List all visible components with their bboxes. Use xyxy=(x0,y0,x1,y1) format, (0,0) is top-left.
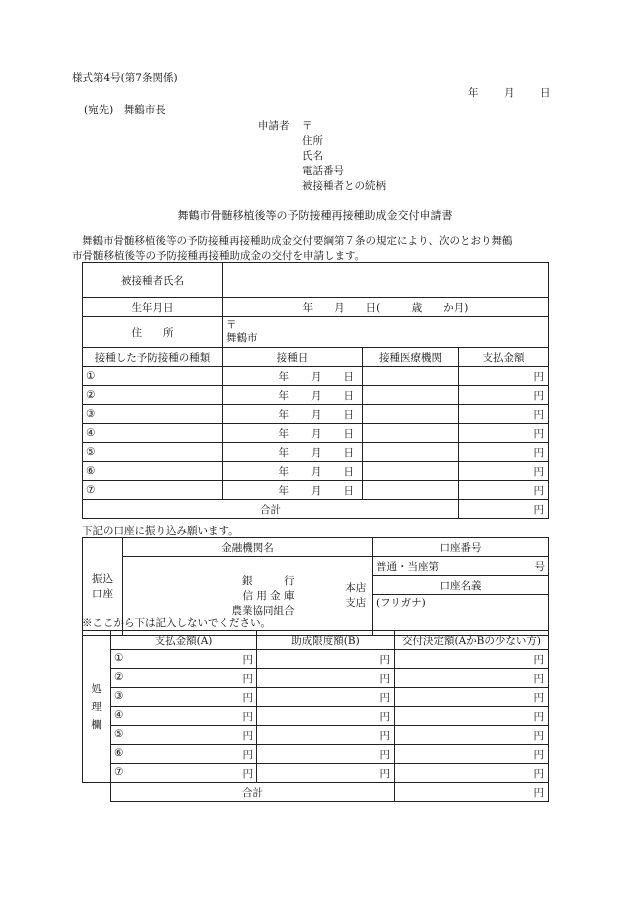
proc-row-5-b: 円 xyxy=(257,726,395,745)
account-number-header: 口座番号 xyxy=(373,538,549,557)
vaccine-row xyxy=(83,367,549,386)
vaccine-amount-field[interactable]: 円 xyxy=(459,405,549,424)
vaccine-date-field[interactable] xyxy=(223,481,363,500)
proc-row-2-b: 円 xyxy=(257,669,395,688)
vaccine-row-number[interactable]: ⑤ xyxy=(83,443,223,462)
address-field[interactable] xyxy=(223,317,549,348)
applicant-info-table xyxy=(82,262,549,519)
vaccine-clinic-field[interactable] xyxy=(363,424,459,443)
institution-header: 金融機関名 xyxy=(123,538,373,557)
vaccine-clinic-field[interactable] xyxy=(363,386,459,405)
date-day: 日 xyxy=(540,87,551,99)
vaccine-clinic-field[interactable] xyxy=(363,443,459,462)
account-holder-header: 口座名義 xyxy=(373,576,549,595)
vaccine-amount-field[interactable]: 円 xyxy=(459,367,549,386)
vaccine-date-field[interactable] xyxy=(223,462,363,481)
proc-row-4-b: 円 xyxy=(257,707,395,726)
vaccine-row xyxy=(83,386,549,405)
proc-row-6-a: ⑥ 円 xyxy=(111,745,257,764)
furigana-label: (フリガナ) xyxy=(376,597,426,609)
proc-row-4-c: 円 xyxy=(395,707,549,726)
vaccine-day: 日 xyxy=(343,389,354,402)
vaccine-clinic-header: 接種医療機関 xyxy=(363,348,459,367)
vaccine-year: 年 xyxy=(278,484,289,497)
vaccine-amount-field[interactable]: 円 xyxy=(459,424,549,443)
vaccine-date-header: 接種日 xyxy=(223,348,363,367)
vaccine-year: 年 xyxy=(278,408,289,421)
processing-table xyxy=(82,630,549,802)
proc-header-limit: 助成限度額(B) xyxy=(257,631,395,650)
head-office-label: 本店 xyxy=(345,582,367,594)
intro-line-2: 市骨髄移植後等の予防接種再接種助成金の交付を申請します。 xyxy=(72,250,366,262)
date-month: 月 xyxy=(504,87,515,99)
proc-row-1-a: ① 円 xyxy=(111,650,257,669)
vaccine-clinic-field[interactable] xyxy=(363,462,459,481)
vaccine-row-number[interactable]: ③ xyxy=(83,405,223,424)
branch-label: 支店 xyxy=(345,597,367,609)
form-number: 様式第4号(第7条関係) xyxy=(72,72,178,84)
proc-row-4-a: ④ 円 xyxy=(111,707,257,726)
vaccine-day: 日 xyxy=(343,408,354,421)
vaccine-row-number[interactable]: ④ xyxy=(83,424,223,443)
account-go: 号 xyxy=(534,560,546,573)
vaccine-row xyxy=(83,462,549,481)
vaccine-day: 日 xyxy=(343,465,354,478)
proc-total-label: 合計 xyxy=(111,783,395,802)
vaccine-month: 月 xyxy=(311,427,322,440)
vaccine-total-amount[interactable]: 円 xyxy=(459,500,549,519)
vaccine-month: 月 xyxy=(311,408,322,421)
vaccine-row-number[interactable]: ① xyxy=(83,367,223,386)
applicant-postal: 〒 xyxy=(302,120,313,132)
vaccine-type-header: 接種した予防接種の種類 xyxy=(83,348,223,367)
proc-row-6-c: 円 xyxy=(395,745,549,764)
intro-line-1: 舞鶴市骨髄移植後等の予防接種再接種助成金交付要綱第７条の規定により、次のとおり舞鶴 xyxy=(82,235,513,247)
bank-type-shinkin: 信 用 金 庫 xyxy=(242,589,295,602)
proc-total-amount: 円 xyxy=(395,783,549,802)
vaccine-month: 月 xyxy=(311,446,322,459)
applicant-address: 住所 xyxy=(302,135,323,147)
proc-row-5-a: ⑤ 円 xyxy=(111,726,257,745)
vaccine-month: 月 xyxy=(311,389,322,402)
proc-row-2-a: ② 円 xyxy=(111,669,257,688)
vaccine-year: 年 xyxy=(278,389,289,402)
vaccine-day: 日 xyxy=(343,446,354,459)
proc-row-6-b: 円 xyxy=(257,745,395,764)
vaccine-total-label: 合計 xyxy=(83,500,459,519)
vaccine-year: 年 xyxy=(278,427,289,440)
applicant-phone: 電話番号 xyxy=(302,165,344,177)
vaccine-row xyxy=(83,481,549,500)
bank-note: 下記の口座に振り込み願います。 xyxy=(82,525,239,537)
proc-header-payment: 支払金額(A) xyxy=(111,631,257,650)
vaccine-row-number[interactable]: ② xyxy=(83,386,223,405)
vaccine-amount-field[interactable]: 円 xyxy=(459,462,549,481)
vaccine-row-number[interactable]: ⑥ xyxy=(83,462,223,481)
vaccine-amount-field[interactable]: 円 xyxy=(459,443,549,462)
document-title: 舞鶴市骨髄移植後等の予防接種再接種助成金交付申請書 xyxy=(177,209,453,222)
patient-name-label: 被接種者氏名 xyxy=(83,263,223,298)
date-year: 年 xyxy=(468,87,479,99)
vaccine-date-field[interactable] xyxy=(223,386,363,405)
proc-row-7-c: 円 xyxy=(395,764,549,783)
vaccine-year: 年 xyxy=(278,370,289,383)
proc-row-3-a: ③ 円 xyxy=(111,688,257,707)
vaccine-amount-field[interactable]: 円 xyxy=(459,481,549,500)
bank-type-noukyou: 農業協同組合 xyxy=(231,604,295,617)
vaccine-month: 月 xyxy=(311,370,322,383)
patient-name-field[interactable] xyxy=(223,263,549,298)
processing-side-label: 処 理 欄 xyxy=(83,631,111,783)
proc-row-3-c: 円 xyxy=(395,688,549,707)
proc-row-2-c: 円 xyxy=(395,669,549,688)
bank-side-label: 振込 口座 xyxy=(83,538,123,636)
vaccine-year: 年 xyxy=(278,446,289,459)
address-postal: 〒 xyxy=(226,319,237,331)
addressee: (宛先) 舞鶴市長 xyxy=(84,104,166,116)
vaccine-day: 日 xyxy=(343,427,354,440)
vaccine-month: 月 xyxy=(311,484,322,497)
vaccine-date-field[interactable] xyxy=(223,443,363,462)
proc-row-1-c: 円 xyxy=(395,650,549,669)
proc-row-5-c: 円 xyxy=(395,726,549,745)
address-label: 住 所 xyxy=(83,317,223,348)
birthdate-label: 生年月日 xyxy=(83,298,223,317)
vaccine-row-number[interactable]: ⑦ xyxy=(83,481,223,500)
vaccine-date-field[interactable] xyxy=(223,405,363,424)
vaccine-clinic-field[interactable] xyxy=(363,481,459,500)
vaccine-day: 日 xyxy=(343,484,354,497)
vaccine-month: 月 xyxy=(311,465,322,478)
vaccine-row xyxy=(83,424,549,443)
proc-row-7-b: 円 xyxy=(257,764,395,783)
account-type: 普通・当座第 xyxy=(376,560,440,573)
proc-row-7-a: ⑦ 円 xyxy=(111,764,257,783)
vaccine-date-field[interactable] xyxy=(223,367,363,386)
applicant-name: 氏名 xyxy=(302,150,323,162)
vaccine-clinic-field[interactable] xyxy=(363,367,459,386)
proc-row-1-b: 円 xyxy=(257,650,395,669)
applicant-label: 申請者 xyxy=(258,120,290,132)
proc-header-decision: 交付決定額(AかBの少ない方) xyxy=(395,631,549,650)
vaccine-year: 年 xyxy=(278,465,289,478)
birthdate-field[interactable]: 年 月 日( 歳 か月) xyxy=(223,298,549,317)
vaccine-amount-header: 支払金額 xyxy=(459,348,549,367)
vaccine-date-field[interactable] xyxy=(223,424,363,443)
processing-note: ※ここから下は記入しないでください。 xyxy=(82,617,271,629)
address-city: 舞鶴市 xyxy=(226,332,258,344)
applicant-relation: 被接種者との続柄 xyxy=(302,180,386,192)
vaccine-row xyxy=(83,443,549,462)
vaccine-row xyxy=(83,405,549,424)
account-number-field[interactable] xyxy=(373,557,549,576)
vaccine-amount-field[interactable]: 円 xyxy=(459,386,549,405)
vaccine-day: 日 xyxy=(343,370,354,383)
branch-field[interactable] xyxy=(303,557,373,636)
proc-row-3-b: 円 xyxy=(257,688,395,707)
bank-type-bank: 銀 行 xyxy=(242,574,295,587)
vaccine-clinic-field[interactable] xyxy=(363,405,459,424)
